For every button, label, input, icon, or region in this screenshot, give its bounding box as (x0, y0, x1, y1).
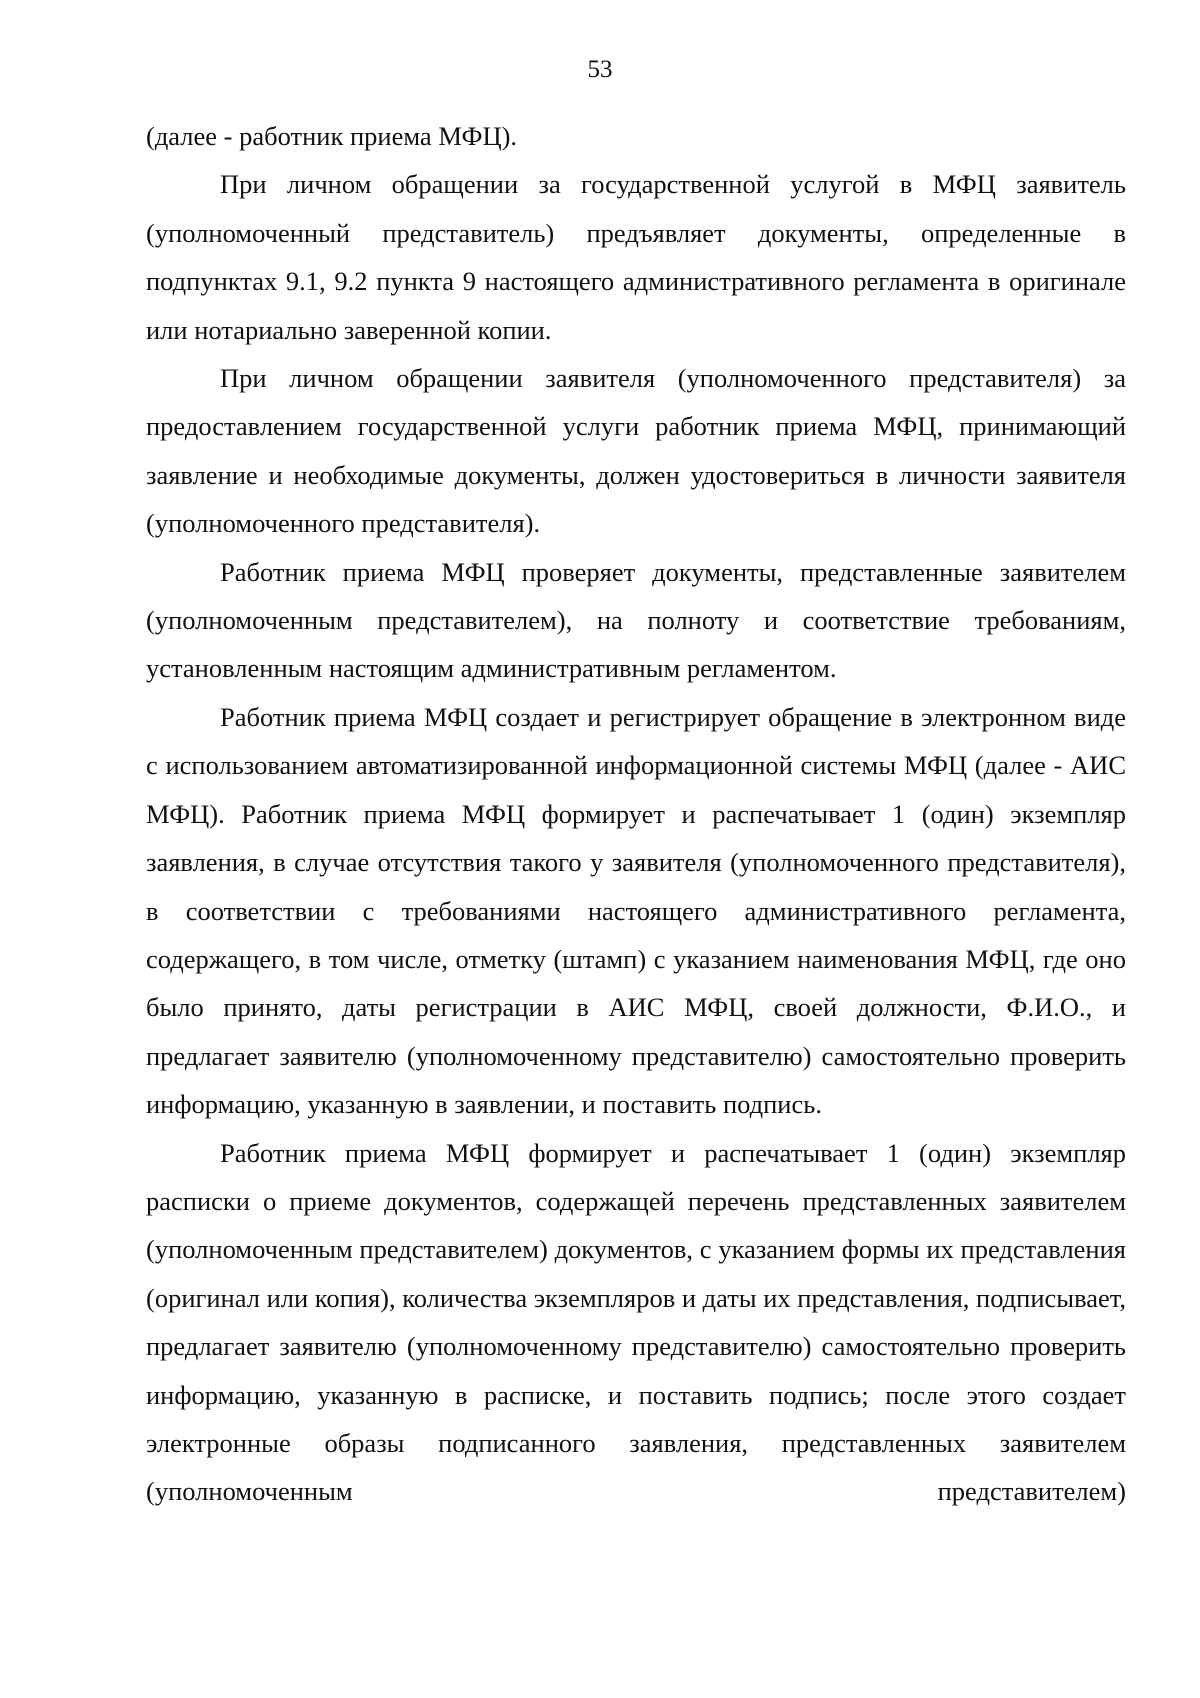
paragraph-personal-appeal-documents: При личном обращении за государственной услугой в МФЦ заявитель (уполномоченный представитель) предъявляет документы, определенные в подпунктах 9.1, 9.2 пункта 9 настоящего административного регламента в оригинале или нотариально заверенной копии. (146, 169, 1126, 345)
page-number: 53 (587, 56, 613, 83)
paragraph-receipt: Работник приема МФЦ формирует и распечатывает 1 (один) экземпляр расписки о приеме документов, содержащей перечень представленных заявителем (уполномоченным представителем) документов, с указанием формы их представления (оригинал или копия), количества экземпляров и даты их представления, подписывает, предлагает заявителю (уполномоченному представителю) самостоятельно проверить информацию, указанную в расписке, и поставить подпись; после этого создает электронные образы подписанного заявления, представленных заявителем (уполномоченным представителем) (146, 1137, 1126, 1507)
paragraph-identity-verification: При личном обращении заявителя (уполномоченного представителя) за предоставлением государственной услуги работник приема МФЦ, принимающий заявление и необходимые документы, должен удостовериться в личности заявителя (уполномоченного представителя). (146, 363, 1126, 539)
paragraph-continuation: (далее - работник приема МФЦ). (146, 121, 518, 151)
document-body (146, 112, 1126, 1516)
paragraph-registration-ais: Работник приема МФЦ создает и регистрирует обращение в электронном виде с использованием автоматизированной информационной системы МФЦ (далее - АИС МФЦ). Работник приема МФЦ формирует и распечатывает 1 (один) экземпляр заявления, в случае отсутствия такого у заявителя (уполномоченного представителя), в соответствии с требованиями настоящего административного регламента, содержащего, в том числе, отметку (штамп) с указанием наименования МФЦ, где оно было принято, даты регистрации в АИС МФЦ, своей должности, Ф.И.О., и предлагает заявителю (уполномоченному представителю) самостоятельно проверить информацию, указанную в заявлении, и поставить подпись. (146, 701, 1126, 1120)
paragraph-document-check: Работник приема МФЦ проверяет документы, представленные заявителем (уполномоченным представителем), на полноту и соответствие требованиям, установленным настоящим административным регламентом. (146, 556, 1126, 684)
